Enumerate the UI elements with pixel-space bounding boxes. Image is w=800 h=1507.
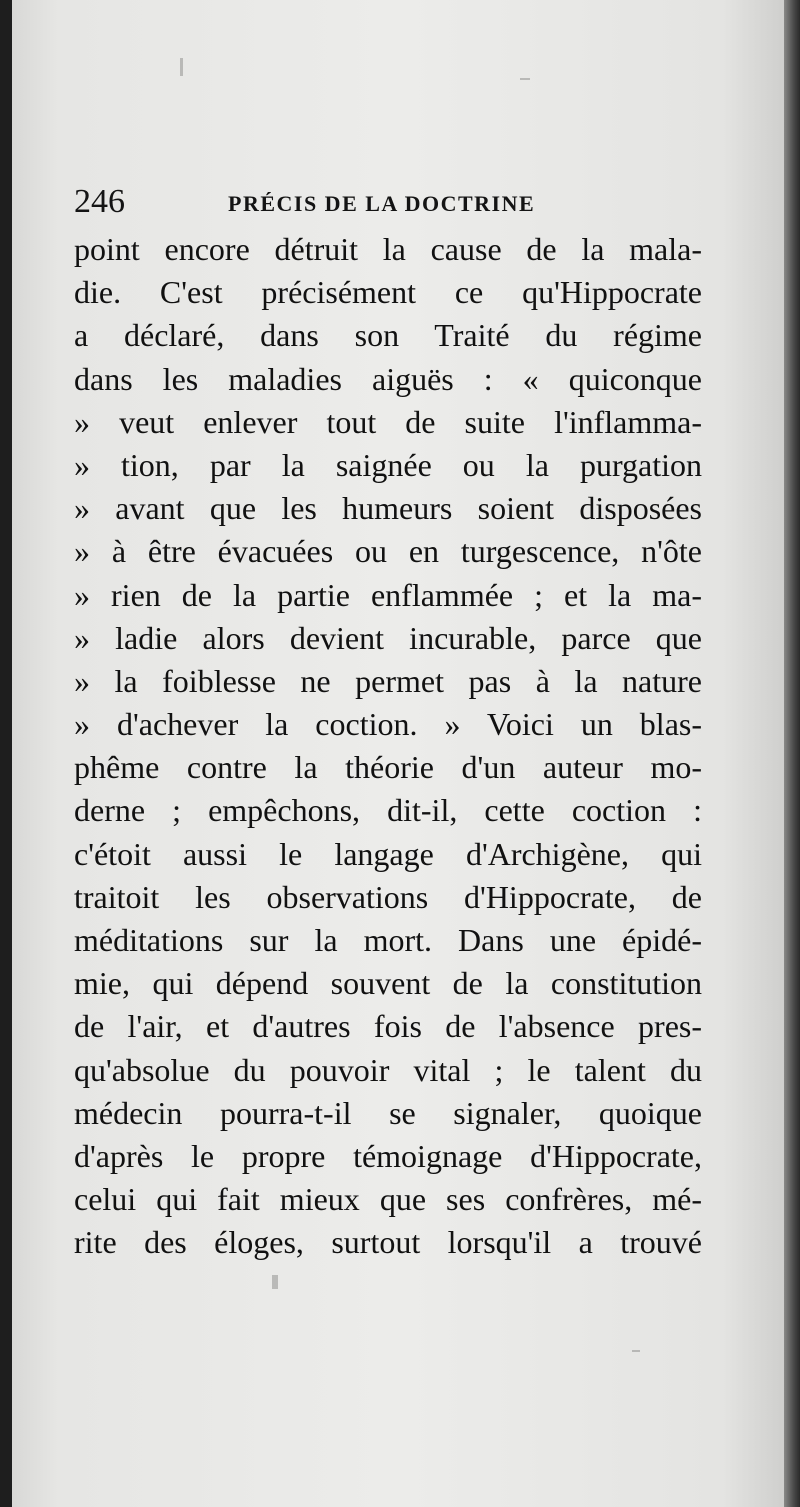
text-line: d'après le propre témoignage d'Hippocrate, — [74, 1137, 702, 1174]
paper-speck — [272, 1275, 278, 1289]
text-line: point encore détruit la cause de la mala- — [74, 231, 702, 267]
text-line: derne ; empêchons, dit-il, cette coction : — [74, 792, 702, 829]
text-line: rite des éloges, surtout lorsqu'il a trouvé — [74, 1224, 702, 1261]
text-line: die. C'est précisément ce qu'Hippocrate — [74, 274, 702, 311]
text-line: » avant que les humeurs soient disposées — [74, 490, 702, 527]
text-line: » ladie alors devient incurable, parce que — [74, 619, 702, 656]
text-line: traitoit les observations d'Hippocrate, de — [74, 878, 702, 915]
page-header — [74, 180, 714, 224]
page-number: 246 — [74, 183, 125, 220]
text-line: phême contre la théorie d'un auteur mo- — [74, 749, 702, 786]
text-line: » la foiblesse ne permet pas à la nature — [74, 662, 702, 699]
text-line: » à être évacuées ou en turgescence, n'ôte — [74, 533, 702, 570]
paper-speck — [180, 58, 183, 76]
text-line: » d'achever la coction. » Voici un blas- — [74, 706, 702, 743]
running-head: PRÉCIS DE LA DOCTRINE — [228, 191, 536, 216]
text-line: celui qui fait mieux que ses confrères, mé- — [74, 1181, 702, 1218]
text-line: » rien de la partie enflammée ; et la ma- — [74, 576, 702, 613]
text-line: » tion, par la saignée ou la purgation — [74, 446, 702, 483]
text-line: méditations sur la mort. Dans une épidé- — [74, 922, 702, 958]
text-line: dans les maladies aiguës : « quiconque — [74, 360, 702, 397]
paper-speck — [632, 1350, 640, 1352]
body-text — [74, 228, 702, 1265]
text-line: qu'absolue du pouvoir vital ; le talent du — [74, 1051, 702, 1088]
text-line: » veut enlever tout de suite l'inflamma- — [74, 403, 702, 440]
text-line: de l'air, et d'autres fois de l'absence pres- — [74, 1008, 702, 1045]
text-line: médecin pourra-t-il se signaler, quoique — [74, 1094, 702, 1131]
scan-right-edge — [784, 0, 800, 1507]
scan-left-edge — [0, 0, 12, 1507]
text-line: a déclaré, dans son Traité du régime — [74, 317, 702, 354]
text-line: c'étoit aussi le langage d'Archigène, qui — [74, 835, 702, 872]
text-line: mie, qui dépend souvent de la constitution — [74, 965, 702, 1002]
paper-speck — [520, 78, 530, 80]
